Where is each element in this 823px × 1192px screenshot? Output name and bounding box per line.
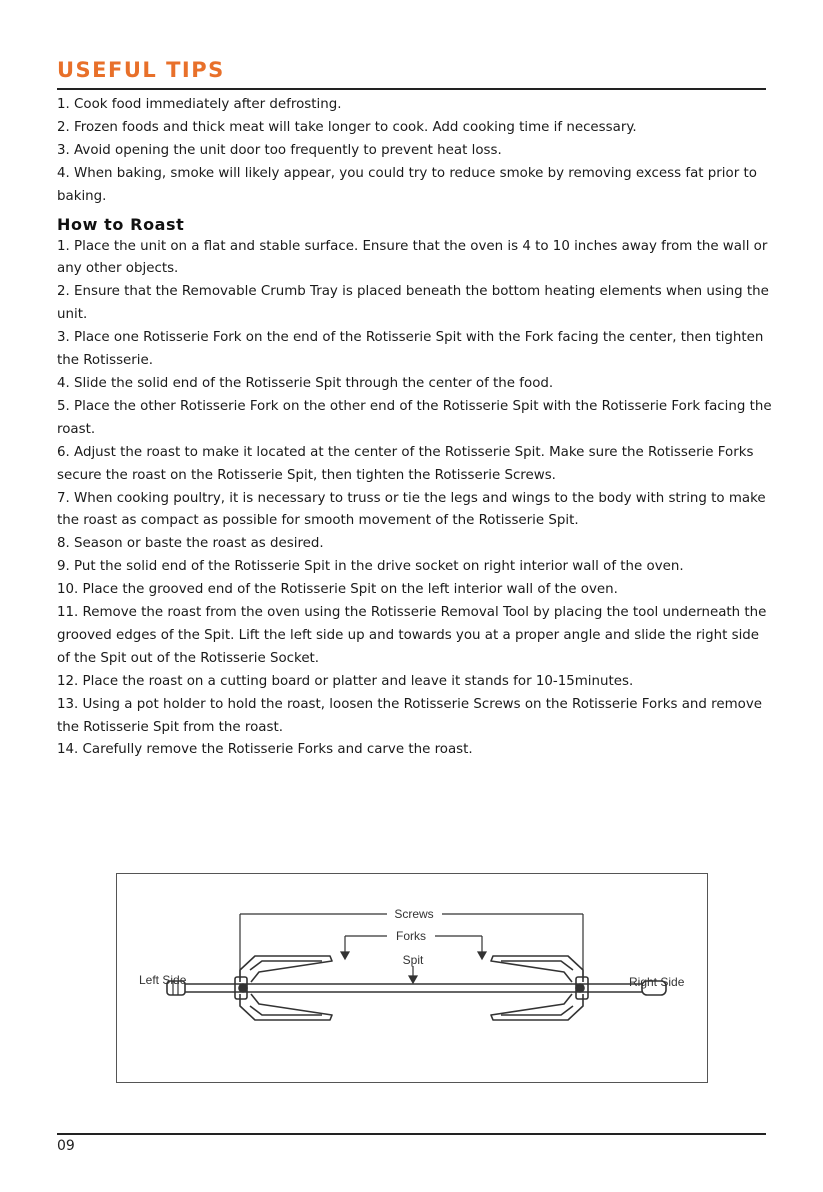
label-spit: Spit (402, 953, 424, 967)
roast-step: 10. Place the grooved end of the Rotisserie Spit on the left interior wall of the oven. (57, 582, 618, 598)
label-right-side: Right Side (629, 975, 685, 989)
label-screws: Screws (394, 907, 434, 921)
tip-item: 1. Cook food immediately after defrosting. (57, 97, 342, 112)
page-content (57, 94, 773, 762)
tip-item: 3. Avoid opening the unit door too frequently to prevent heat loss. (57, 142, 502, 158)
tip-item: 2. Frozen foods and thick meat will take longer to cook. Add cooking time if necessary. (57, 119, 637, 135)
roast-step: 2. Ensure that the Removable Crumb Tray is placed beneath the bottom heating elements when using the unit. (57, 284, 769, 323)
roast-step: 1. Place the unit on a flat and stable surface. Ensure that the oven is 4 to 10 inches away from the wall or any other objects. (57, 238, 768, 277)
spit-leader (409, 966, 417, 983)
roast-steps-list (57, 236, 773, 763)
footer-divider (57, 1133, 766, 1135)
rotisserie-illustration (117, 874, 706, 1081)
roast-step: 14. Carefully remove the Rotisserie Forks and carve the roast. (57, 742, 473, 758)
label-left-side: Left Side (139, 973, 187, 987)
title-divider (57, 88, 766, 90)
roast-step: 7. When cooking poultry, it is necessary to truss or tie the legs and wings to the body with string to make the roast as compact as possible for smooth movement of the Rotisserie Spit. (57, 490, 766, 529)
roast-step: 12. Place the roast on a cutting board or platter and leave it stands for 10-15minutes. (57, 673, 634, 689)
roast-step: 13. Using a pot holder to hold the roast, loosen the Rotisserie Screws on the Rotisserie Forks and remove the Rotisserie Spit from the roast. (57, 696, 763, 735)
roast-step: 3. Place one Rotisserie Fork on the end of the Rotisserie Spit with the Fork facing the center, then tighten the Rotisserie. (57, 330, 764, 369)
page-title: USEFUL TIPS (57, 58, 225, 82)
tips-list (57, 94, 773, 209)
page-number: 09 (57, 1138, 75, 1154)
roast-step: 11. Remove the roast from the oven using the Rotisserie Removal Tool by placing the tool underneath the grooved edges of the Spit. Lift the left side up and towards you at a proper angle and slide the right side of the Spit out of the Rotisserie Socket. (57, 605, 767, 666)
roast-step: 6. Adjust the roast to make it located at the center of the Rotisserie Spit. Make sure the Rotisserie Forks secure the roast on the Rotisserie Spit, then tighten the Rotisserie Screws. (57, 444, 754, 483)
section-heading-roast: How to Roast (57, 214, 185, 234)
roast-step: 9. Put the solid end of the Rotisserie Spit in the drive socket on right interior wall of the oven. (57, 559, 684, 575)
roast-step: 8. Season or baste the roast as desired. (57, 536, 324, 552)
screws-leader (240, 914, 583, 979)
roast-step: 4. Slide the solid end of the Rotisserie Spit through the center of the food. (57, 375, 554, 391)
roast-step: 5. Place the other Rotisserie Fork on the other end of the Rotisserie Spit with the Rotisserie Fork facing the roast. (57, 398, 772, 437)
tip-item: 4. When baking, smoke will likely appear, you could try to reduce smoke by removing excess fat prior to baking. (57, 165, 757, 204)
label-forks: Forks (396, 929, 426, 943)
rotisserie-diagram (116, 873, 708, 1083)
